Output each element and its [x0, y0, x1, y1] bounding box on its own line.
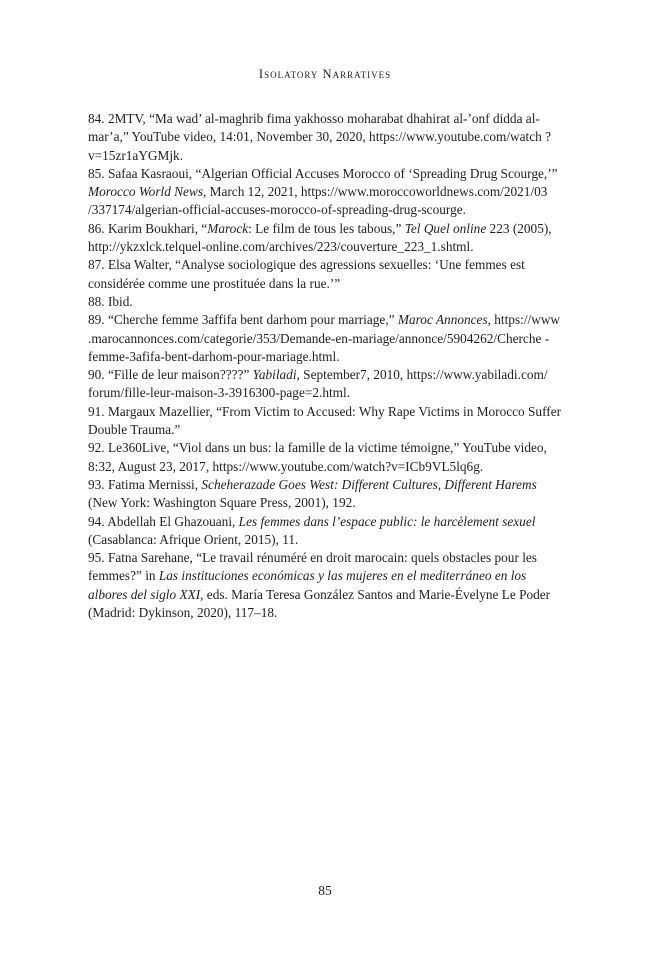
endnote-text: 223 (2005), http://ykzxlck.telquel-online.com/archives/223/couverture_223_1.shtml.: [88, 220, 552, 255]
endnote-text: 90. “Fille de leur maison????”: [88, 367, 253, 383]
endnote-text: 94. Abdellah El Ghazouani,: [88, 513, 239, 529]
endnote-italic-text: Maroc Annonces: [397, 312, 488, 328]
endnote-text: 85. Safaa Kasraoui, “Algerian Official Accuses Morocco of ‘Spreading Drug Scourge,’”: [88, 165, 558, 181]
endnote-text: 88. Ibid.: [88, 293, 133, 309]
endnote: [88, 311, 563, 366]
endnote-text: 87. Elsa Walter, “Analyse sociologique des agressions sexuelles: ‘Une femmes est considérée comme une prostituée dans la rue.’”: [88, 257, 525, 291]
endnote: [88, 549, 563, 622]
page-number: 85: [318, 883, 332, 898]
endnote: [88, 403, 563, 440]
endnote-text: 95. Fatna Sarehane, “Le travail rénuméré en droit marocain: quels obstacles pour les femmes?” in: [88, 550, 537, 584]
endnote-italic-text: Yabiladi: [252, 367, 297, 383]
endnote-text: 86. Karim Boukhari, “: [88, 220, 208, 236]
endnote-italic-text: Les femmes dans l’espace public: le harcèlement sexuel: [238, 513, 536, 529]
endnote-text: , September7, 2010, https://www.yabiladi.com/ forum/fille-leur-maison-3-3916300-page=2.html.: [88, 367, 548, 401]
endnote-text: , March 12, 2021, https://www.moroccoworldnews.com/2021/03 /337174/algerian-official-accuses-morocco-of-spreading-drug-scourge.: [88, 184, 548, 218]
endnote: [88, 366, 563, 403]
endnote: [88, 513, 563, 550]
endnote: [88, 476, 563, 513]
endnote: [88, 110, 563, 165]
endnote-text: 93. Fatima Mernissi,: [88, 476, 202, 492]
endnote: [88, 165, 563, 220]
endnote: [88, 293, 563, 311]
endnote-text: 84. 2MTV, “Ma wad’ al-maghrib fima yakhosso moharabat dhahirat al-’onf didda al-mar’a,” YouTube video, 14:01, November 30, 2020, https://www.youtube.com/watch ?v=15zr1aYGMjk.: [88, 111, 551, 163]
running-head: Isolatory Narratives: [258, 67, 392, 81]
endnote: [88, 439, 563, 476]
endnote: [88, 256, 563, 293]
endnote-italic-text: Tel Quel online: [404, 220, 487, 236]
endnote-text: 91. Margaux Mazellier, “From Victim to Accused: Why Rape Victims in Morocco Suffer Double Trauma.”: [88, 403, 562, 438]
endnote-text: , https://www .marocannonces.com/categorie/353/Demande-en-mariage/annonce/5904262/Cherche -femme-3afifa-bent-darhom-pour-mariage.html.: [88, 312, 561, 364]
endnotes-list: [88, 110, 563, 622]
endnote-text: (New York: Washington Square Press, 2001), 192.: [88, 495, 356, 511]
endnote-text: 92. Le360Live, “Viol dans un bus: la famille de la victime témoigne,” YouTube video, 8:32, August 23, 2017, https://www.youtube.com/watch?v=ICb9VL5lq6g.: [88, 440, 547, 474]
endnote-text: , eds. María Teresa González Santos and Marie-Évelyne Le Poder (Madrid: Dykinson, 2020), 117–18.: [88, 586, 551, 621]
endnote-italic-text: Scheherazade Goes West: Different Cultures, Different Harems: [201, 476, 537, 492]
endnote-italic-text: Morocco World News: [88, 184, 203, 200]
endnote-italic-text: Marock: [207, 220, 249, 236]
endnote-text: : Le film de tous les tabous,”: [248, 220, 405, 236]
endnote-text: (Casablanca: Afrique Orient, 2015), 11.: [88, 531, 299, 547]
endnote-text: 89. “Cherche femme 3affifa bent darhom pour marriage,”: [88, 312, 398, 328]
endnote: [88, 220, 563, 257]
endnote-italic-text: Las instituciones económicas y las mujeres en el mediterráneo en los albores del siglo XXI: [88, 568, 527, 602]
